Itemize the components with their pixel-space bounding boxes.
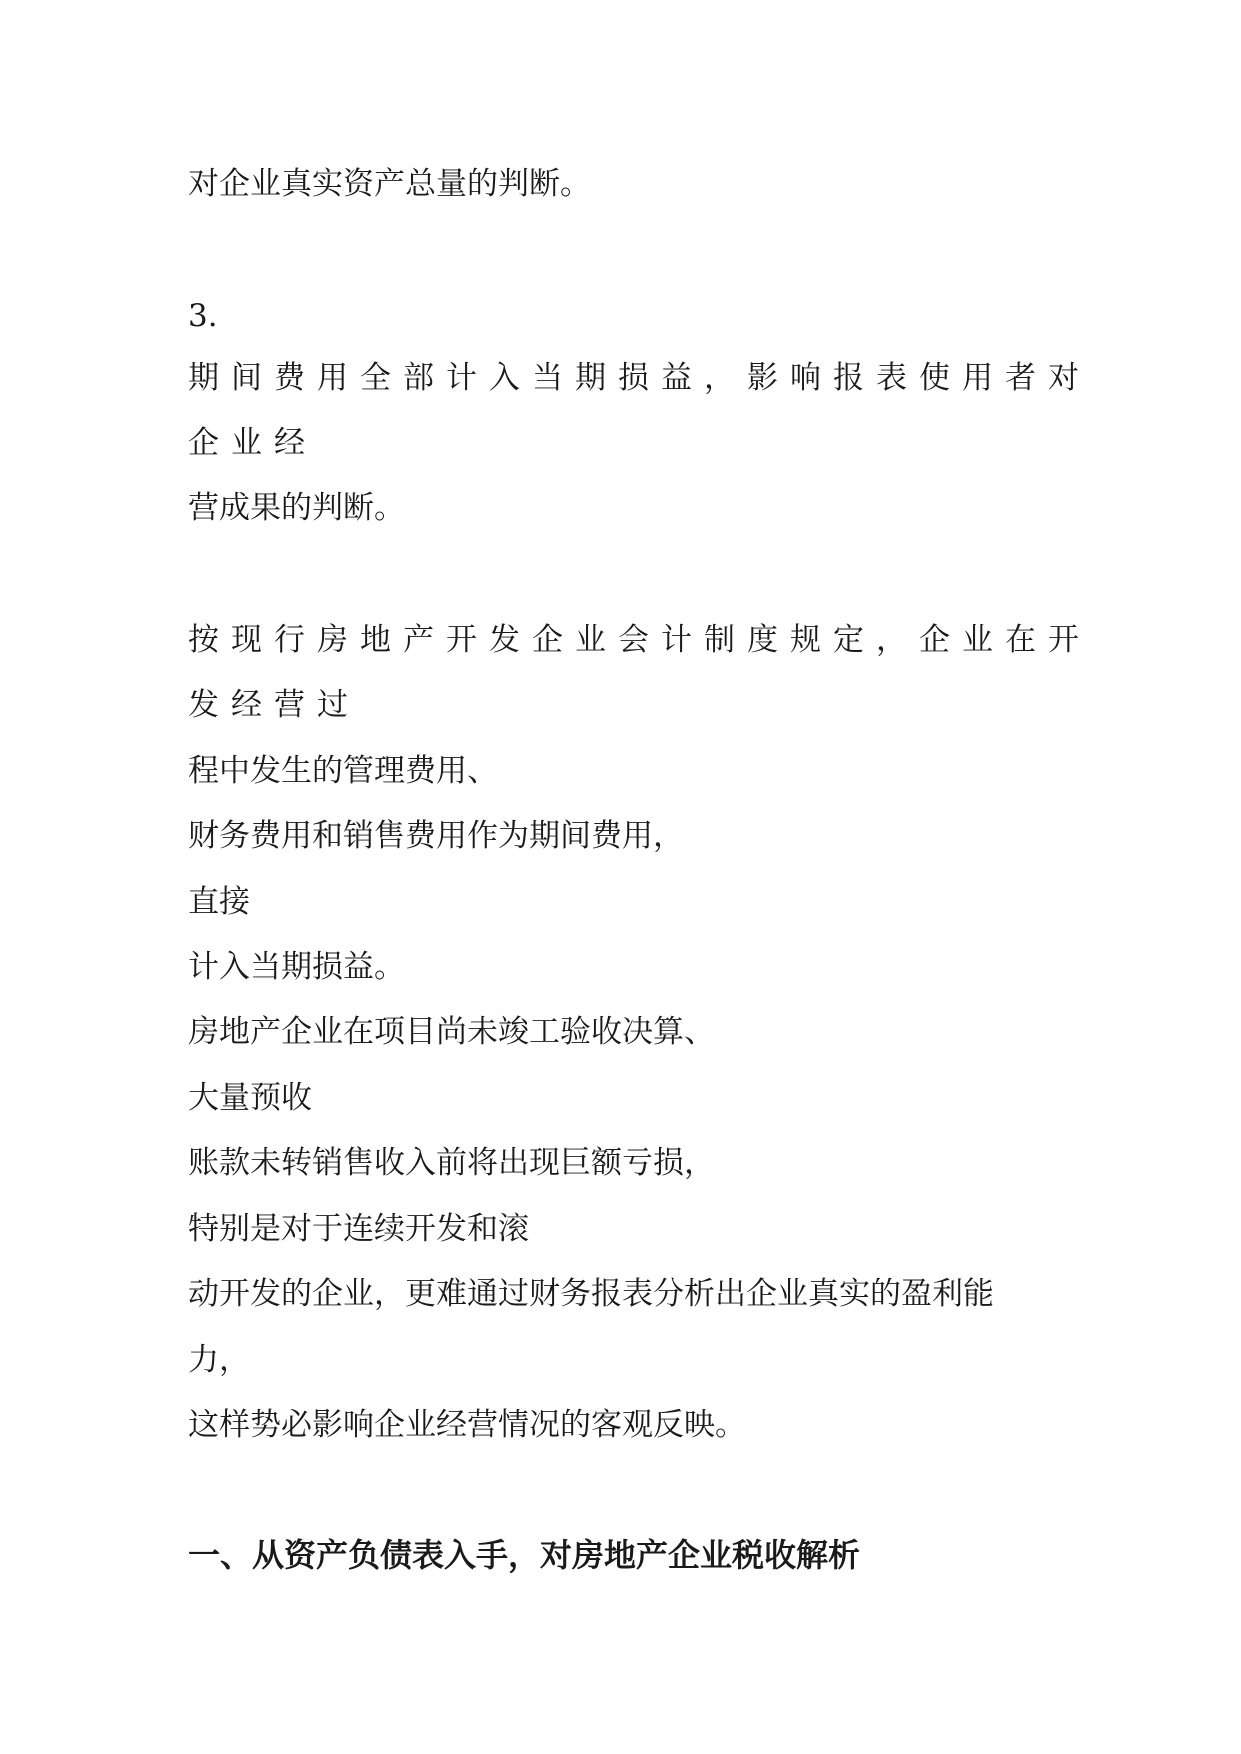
list-number: 3. xyxy=(188,298,218,334)
paragraph-line: 程中发生的管理费用、 xyxy=(188,753,498,789)
paragraph-line: 账款未转销售收入前将出现巨额亏损， xyxy=(188,1145,715,1181)
paragraph-line: 财务费用和销售费用作为期间费用， xyxy=(188,818,684,854)
paragraph-line: 发经营过 xyxy=(188,687,360,723)
paragraph-line: 房地产企业在项目尚未竣工验收决算、 xyxy=(188,1014,715,1050)
section-heading: 一、从资产负债表入手，对房地产企业税收解析 xyxy=(188,1536,861,1574)
paragraph-line: 动开发的企业，更难通过财务报表分析出企业真实的盈利能 xyxy=(188,1276,994,1312)
paragraph-line: 营成果的判断。 xyxy=(188,490,405,526)
paragraph-line: 企业经 xyxy=(188,425,317,461)
paragraph-line: 这样势必影响企业经营情况的客观反映。 xyxy=(188,1407,746,1443)
paragraph-line: 计入当期损益。 xyxy=(188,949,405,985)
paragraph-line: 力， xyxy=(188,1342,250,1378)
paragraph-line: 期间费用全部计入当期损益，影响报表使用者对 xyxy=(188,360,1091,396)
paragraph-line: 直接 xyxy=(188,884,250,920)
paragraph-line: 大量预收 xyxy=(188,1080,312,1116)
paragraph-line: 特别是对于连续开发和滚 xyxy=(188,1211,529,1247)
paragraph-line: 按现行房地产开发企业会计制度规定，企业在开 xyxy=(188,622,1091,658)
paragraph-line: 对企业真实资产总量的判断。 xyxy=(188,166,591,202)
